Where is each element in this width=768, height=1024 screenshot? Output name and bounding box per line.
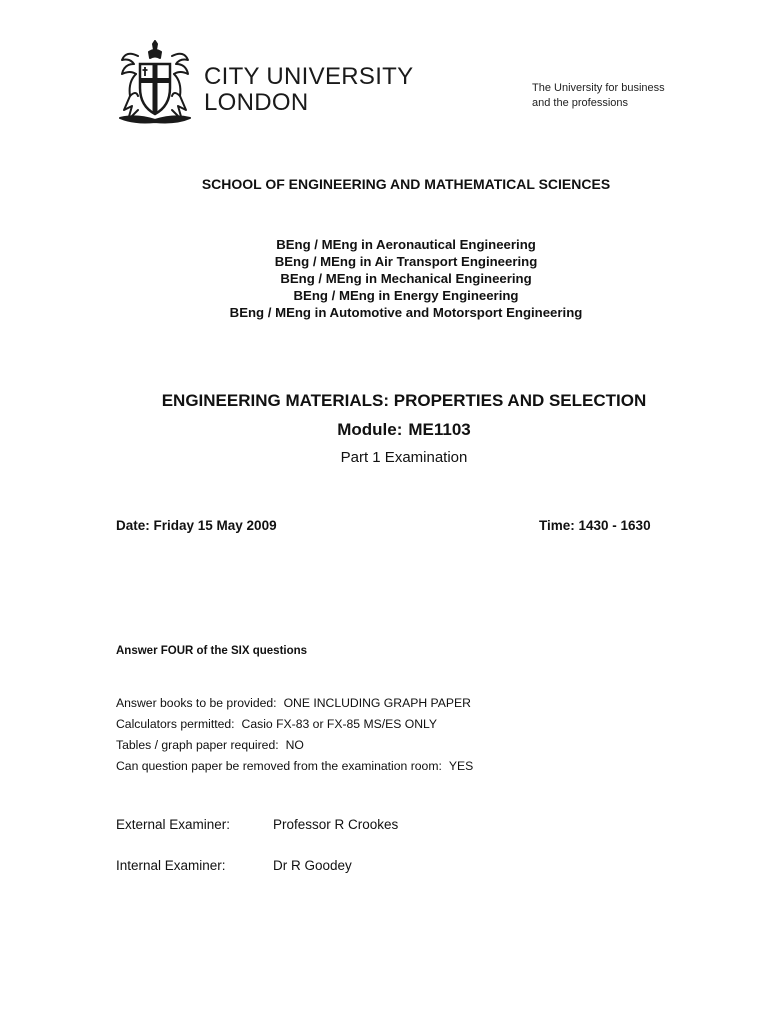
university-name bbox=[204, 64, 413, 116]
exam-date: Date: Friday 15 May 2009 bbox=[116, 518, 277, 533]
tagline-line2: and the professions bbox=[532, 97, 629, 109]
programme-item: BEng / MEng in Mechanical Engineering bbox=[280, 271, 532, 286]
examiner-name: Professor R Crookes bbox=[273, 817, 399, 832]
university-crest-logo bbox=[116, 40, 194, 126]
university-name-line2: LONDON bbox=[204, 89, 309, 116]
programme-item: BEng / MEng in Aeronautical Engineering bbox=[276, 237, 536, 252]
university-name-line1: CITY UNIVERSITY bbox=[204, 63, 414, 90]
module-code-value: ME1103 bbox=[408, 420, 471, 439]
programme-list bbox=[22, 236, 768, 321]
examiner-role: Internal Examiner: bbox=[116, 858, 226, 873]
programme-item: BEng / MEng in Energy Engineering bbox=[293, 288, 519, 303]
requirement-row bbox=[116, 756, 473, 777]
examiner-role: External Examiner: bbox=[116, 817, 231, 832]
exam-part: Part 1 Examination bbox=[340, 449, 468, 466]
programme-item: BEng / MEng in Air Transport Engineering bbox=[274, 254, 538, 269]
university-tagline bbox=[532, 81, 665, 111]
programme-item: BEng / MEng in Automotive and Motorsport Engineering bbox=[229, 305, 583, 320]
requirement-value: YES bbox=[448, 759, 474, 773]
school-heading: SCHOOL OF ENGINEERING AND MATHEMATICAL SCIENCES bbox=[201, 176, 611, 192]
tagline-line1: The University for business bbox=[532, 82, 665, 94]
requirement-value: Casio FX-83 or FX-85 MS/ES ONLY bbox=[241, 717, 438, 731]
requirement-value: ONE INCLUDING GRAPH PAPER bbox=[283, 696, 471, 710]
requirement-row bbox=[116, 693, 473, 714]
requirement-label: Can question paper be removed from the examination room: bbox=[116, 759, 442, 773]
module-code bbox=[20, 420, 768, 440]
exam-requirements bbox=[116, 693, 473, 777]
answer-instruction: Answer FOUR of the SIX questions bbox=[116, 645, 308, 657]
requirement-row bbox=[116, 714, 473, 735]
requirement-row bbox=[116, 735, 473, 756]
module-title: ENGINEERING MATERIALS: PROPERTIES AND SELECTION bbox=[161, 391, 647, 410]
requirement-label: Answer books to be provided: bbox=[116, 696, 277, 710]
requirement-value: NO bbox=[285, 738, 304, 752]
examiner-name: Dr R Goodey bbox=[273, 858, 352, 873]
requirement-label: Tables / graph paper required: bbox=[116, 738, 279, 752]
exam-time: Time: 1430 - 1630 bbox=[539, 518, 651, 533]
module-code-label: Module: bbox=[337, 420, 403, 439]
requirement-label: Calculators permitted: bbox=[116, 717, 235, 731]
